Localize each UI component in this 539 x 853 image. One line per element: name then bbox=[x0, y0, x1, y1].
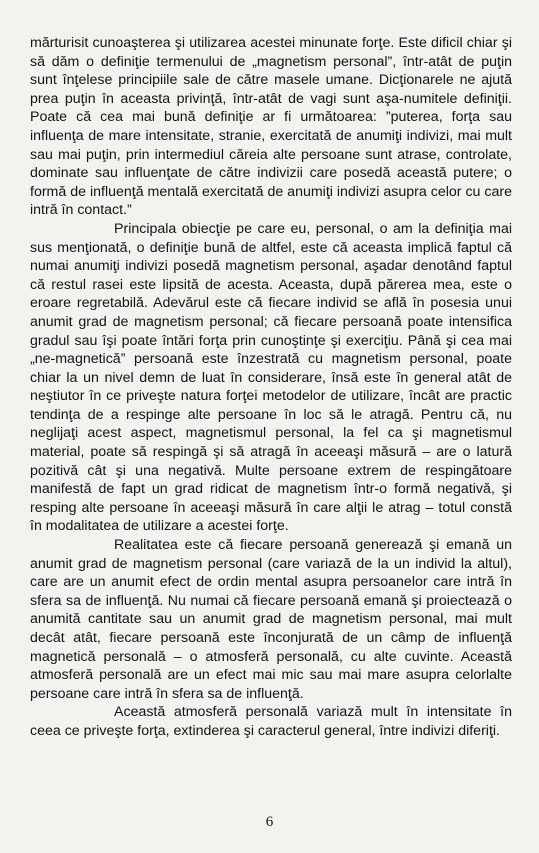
paragraph-3: Realitatea este că fiecare persoană generează şi emană un anumit grad de magnetism personal (care variază de la un individ la altul), care are un anumit efect de ordin mental asupra persoanelor care intră în sfera sa de influenţă. Nu numai că fiecare persoană emană şi proiectează o anumită cantitate sau un anumit grad de magnetism personal, mai mult decât atât, fiecare persoană este înconjurată de un câmp de influenţă magnetică personală – o atmosferă personală, cu alte cuvinte. Această atmosferă personală are un efect mai mic sau mai mare asupra celorlalte persoane care intră în sfera sa de influenţă. bbox=[30, 537, 512, 702]
page-body bbox=[30, 34, 512, 741]
page-number: 6 bbox=[265, 814, 274, 830]
paragraph-2: Principala obiecţie pe care eu, personal, o am la definiţia mai sus menţionată, o definiţie bună de altfel, este că aceasta implică faptul că numai anumiţi indivizi posedă magnetism personal, aşadar denotând faptul că restul rasei este lipsită de acesta. Aceasta, după părerea mea, este o eroare regretabilă. Adevărul este că fiecare individ se află în posesia unui anumit grad de magnetism personal; că fiecare persoană poate intensifica gradul sau îşi poate întări forţa prin cunoştinţe şi exerciţiu. Până şi cea mai „ne-magnetică” persoană este înzestrată cu magnetism personal, poate chiar la un nivel demn de luat în considerare, însă este în general atât de neştiutor în ce priveşte natura forţei metodelor de utilizare, încât are practic tendinţa de a respinge alte persoane în loc să le atragă. Pentru că, nu neglijaţi acest aspect, magnetismul personal, la fel ca şi magnetismul material, poate să respingă şi să atragă în aceeaşi măsură – are o latură pozitivă cât şi una negativă. Multe persoane extrem de respingătoare manifestă de fapt un grad ridicat de magnetism într-o formă negativă, şi resping alte persoane în aceeaşi măsură în care alţii le atrag – totul constă în modalitatea de utilizare a acestei forţe. bbox=[30, 220, 512, 535]
paragraph-1: mărturisit cunoaşterea şi utilizarea acestei minunate forţe. Este dificil chiar şi să dăm o definiţie termenului de „magnetism personal”, într-atât de puţin sunt înţelese principiile sale de către masele umane. Dicţionarele ne ajută prea puţin în aceasta privinţă, într-atât de vagi sunt aşa-numitele definiţii. Poate că cea mai bună definiţie ar fi următoarea: ”puterea, forţa sau influenţa de mare intensitate, stranie, exercitată de anumiţi indivizi, mai mult sau mai puţin, prin intermediul căreia alte persoane sunt atrase, controlate, dominate sau influenţate de către indivizii care posedă această putere; o formă de influenţă mentală exercitată de anumiţi indivizi asupra celor cu care intră în contact.” bbox=[30, 35, 512, 219]
paragraph-4: Această atmosferă personală variază mult în intensitate în ceea ce priveşte forţa, extinderea şi caracterul general, între indivizi diferiţi. bbox=[30, 704, 512, 739]
